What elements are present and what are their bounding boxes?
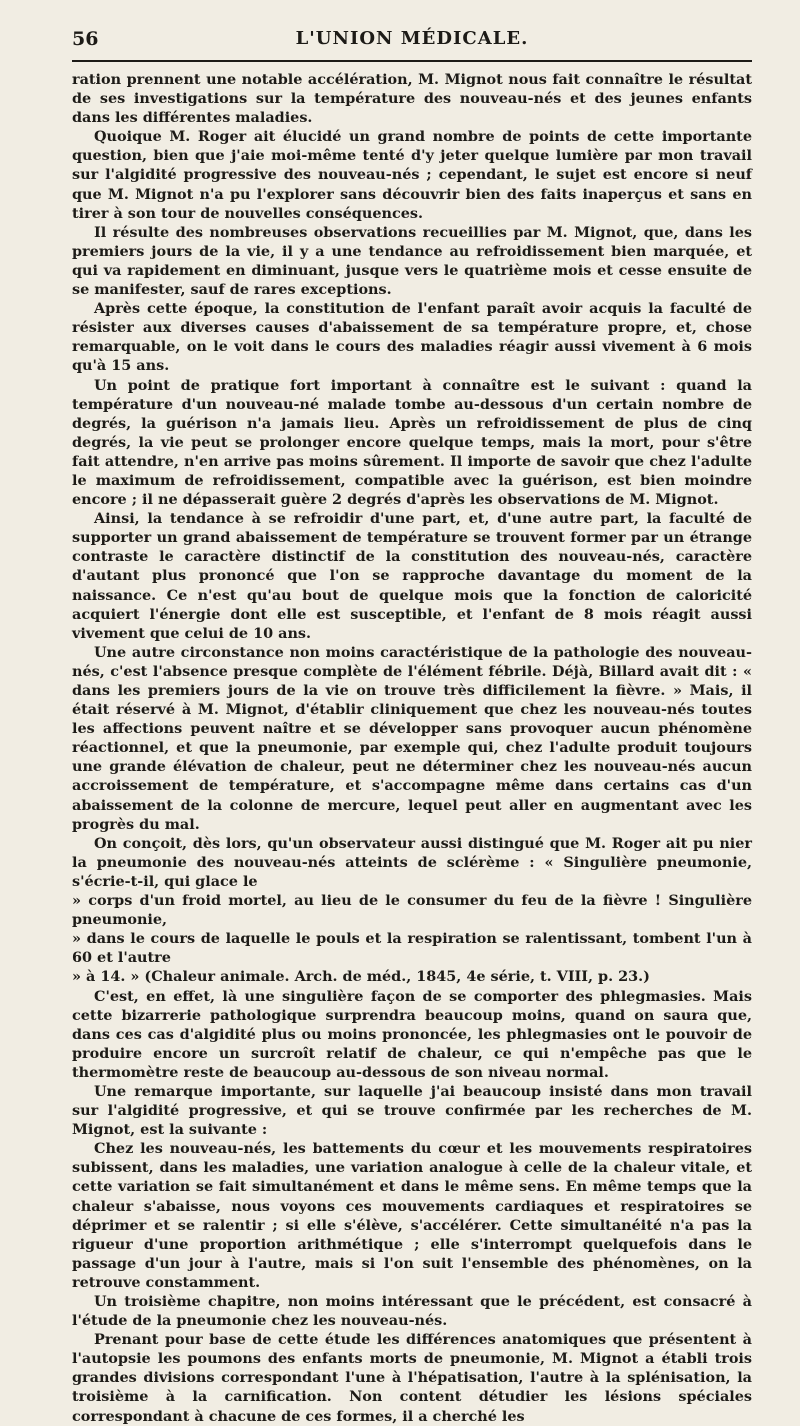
paragraph: Il résulte des nombreuses observations recueillies par M. Mignot, que, dans les premiers jours de la vie, il y a une tendance au refroidissement bien marquée, et qui va rapidement en diminuant, jusque vers le quatrième mois et cesse ensuite de se manifester, sauf de rares exceptions. bbox=[72, 223, 752, 299]
paragraph: Un troisième chapitre, non moins intéressant que le précédent, est consacré à l'étude de la pneumonie chez les nouveau-nés. bbox=[72, 1293, 752, 1330]
running-title: L'UNION MÉDICALE. bbox=[295, 28, 529, 49]
quote-line: » dans le cours de laquelle le pouls et la respiration se ralentissant, tombent l'un à 60 et l'autre bbox=[72, 930, 752, 967]
header-rule bbox=[72, 60, 752, 62]
paragraph: Après cette époque, la constitution de l'enfant paraît avoir acquis la faculté de résister aux diverses causes d'abaissement de sa température propre, et, chose remarquable, on le voit dans le cours des maladies réagir aussi vivement à 6 mois qu'à 15 ans. bbox=[72, 300, 752, 375]
paragraph: Une autre circonstance non moins caractéristique de la pathologie des nouveau-nés, c'est l'absence presque complète de l'élément fébrile. Déjà, Billard avait dit : « dans les premiers jours de la vie on trouve très difficilement la fièvre. » Mais, il était réservé à M. Mignot, d'établir cliniquement que chez les nouveau-nés toutes les affections peuvent naître et se développer sans provoquer aucun phénomène réactionnel, et que la pneumonie, par exemple qui, chez l'adulte produit toujours une grande élévation de chaleur, peut ne déterminer chez les nouveau-nés aucun accroissement de température, et s'accompagne même dans certains cas d'un abaissement de la colonne de mercure, lequel peut aller en augmentant avec les progrès du mal. bbox=[72, 643, 752, 833]
paragraph: Un point de pratique fort important à connaître est le suivant : quand la température d'un nouveau-né malade tombe au-dessous d'un certain nombre de degrés, la guérison n'a jamais lieu. Après un refroidissement de plus de cinq degrés, la vie peut se prolonger encore quelque temps, mais la mort, pour s'être fait attendre, n'en arrive pas moins sûrement. Il importe de savoir que chez l'adulte le maximum de refroidissement, compatible avec la guérison, est bien moindre encore ; il ne dépasserait guère 2 degrés d'après les observations de M. Mignot. bbox=[72, 376, 752, 509]
quote-line: » à 14. » (Chaleur animale. Arch. de méd., 1845, 4e série, t. VIII, p. 23.) bbox=[72, 968, 650, 986]
page-number: 56 bbox=[72, 28, 99, 50]
article-body bbox=[72, 70, 752, 1426]
paragraph: Quoique M. Roger ait élucidé un grand nombre de points de cette importante question, bien que j'aie moi-même tenté d'y jeter quelque lumière par mon travail sur l'algidité progressive des nouveau-nés ; cependant, le sujet est encore si neuf que M. Mignot n'a pu l'explorer sans découvrir bien des faits inaperçus et sans en tirer à son tour de nouvelles conséquences. bbox=[72, 128, 752, 222]
paragraph: On conçoit, dès lors, qu'un observateur aussi distingué que M. Roger ait pu nier la pneumonie des nouveau-nés atteints de sclérème : « Singulière pneumonie, s'écrie-t-il, qui glace le bbox=[72, 834, 752, 890]
quote-line: » corps d'un froid mortel, au lieu de le consumer du feu de la fièvre ! Singulière pneumonie, bbox=[72, 892, 752, 929]
paragraph: Une remarque importante, sur laquelle j'ai beaucoup insisté dans mon travail sur l'algidité progressive, et qui se trouve confirmée par les recherches de M. Mignot, est la suivante : bbox=[72, 1082, 752, 1139]
paragraph: Ainsi, la tendance à se refroidir d'une part, et, d'une autre part, la faculté de supporter un grand abaissement de température se trouvent former par un étrange contraste le caractère distinctif de la constitution des nouveau-nés, caractère d'autant plus prononcé que l'on se rapproche davantage du moment de la naissance. Ce n'est qu'au bout de quelque mois que la fonction de caloricité acquiert l'énergie dont elle est susceptible, et l'enfant de 8 mois réagit aussi vivement que celui de 10 ans. bbox=[72, 510, 752, 642]
paragraph: ration prennent une notable accélération, M. Mignot nous fait connaître le résultat de ses investigations sur la température des nouveau-nés et des jeunes enfants dans les différentes maladies. bbox=[72, 71, 752, 127]
paragraph: Chez les nouveau-nés, les battements du cœur et les mouvements respiratoires subissent, dans les maladies, une variation analogue à celle de la chaleur vitale, et cette variation se fait simultanément et dans le même sens. En même temps que la chaleur s'abaisse, nous voyons ces mouvements cardiaques et respiratoires se déprimer et se ralentir ; si elle s'élève, s'accélérer. Cette simultanéité n'a pas la rigueur d'une proportion arithmétique ; elle s'interrompt quelquefois dans le passage d'un jour à l'autre, mais si l'on suit l'ensemble des phénomènes, on la retrouve constamment. bbox=[72, 1140, 752, 1291]
page-header bbox=[72, 0, 752, 70]
paragraph: Prenant pour base de cette étude les différences anatomiques que présentent à l'autopsie les poumons des enfants morts de pneumonie, M. Mignot a établi trois grandes divisions correspondant l'une à l'hépatisation, l'autre à la splénisation, la troisième à la carnification. Non content détudier les lésions spéciales correspondant à chacune de ces formes, il a cherché les bbox=[72, 1331, 752, 1425]
paragraph: C'est, en effet, là une singulière façon de se comporter des phlegmasies. Mais cette bizarrerie pathologique surprendra beaucoup moins, quand on saura que, dans ces cas d'algidité plus ou moins prononcée, les phlegmasies ont le pouvoir de produire encore un surcroît relatif de chaleur, ce qui n'empêche pas que le thermomètre reste de beaucoup au-dessous de son niveau normal. bbox=[72, 987, 752, 1081]
